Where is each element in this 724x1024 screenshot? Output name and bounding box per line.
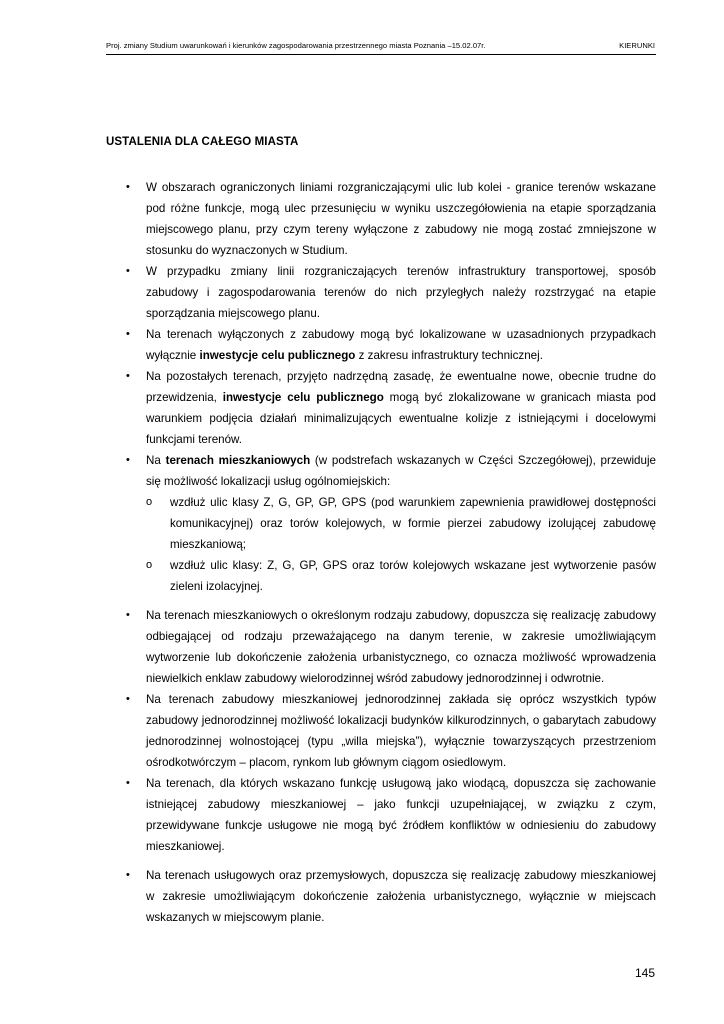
list-item: [126, 865, 656, 928]
list-item-text: Na: [146, 454, 166, 467]
list-item-text: Na terenach zabudowy mieszkaniowej jednorodzinnej zakłada się oprócz wszystkich typów zabudowy jednorodzinnej możliwość lokalizacji budynków kilkurodzinnych, o gabarytach zabudowy jednorodzinnej wolnostojącej (typu „willa miejska”), wyłącznie towarzyszących przestrzeniom ośrodkotwórczym – placom, rynkom lub głównym ciągom osiedlowym.: [146, 693, 656, 769]
bullet-icon: •: [126, 265, 130, 277]
emphasis-text: inwestycje celu publicznego: [199, 349, 356, 362]
list-item: [126, 689, 656, 773]
list-item: [126, 366, 656, 450]
list-item-text: Na terenach mieszkaniowych o określonym rodzaju zabudowy, dopuszcza się realizację zabudowy odbiegającej od rodzaju przeważającego na danym terenie, w zakresie umożliwiającym wytworzenie lub dokończenie założenia urbanistycznego, co oznacza możliwość wprowadzenia niewielkich enklaw zabudowy wielorodzinnej wśród zabudowy jednorodzinnej i odwrotnie.: [146, 609, 656, 685]
bullet-list: [126, 177, 656, 928]
list-item-text: W przypadku zmiany linii rozgraniczających terenów infrastruktury transportowej, sposób zabudowy i zagospodarowania terenów do nich przyległych należy rozstrzygać na etapie sporządzania miejscowego planu.: [146, 265, 656, 320]
list-item-text: W obszarach ograniczonych liniami rozgraniczającymi ulic lub kolei - granice terenów wskazane pod różne funkcje, mogą ulec przesunięciu w wyniku uszczegółowienia na etapie sporządzania miejscowego planu, przy czym tereny wyłączone z zabudowy nie mogą zostać zmniejszone w stosunku do wyznaczonych w Studium.: [146, 181, 656, 257]
list-item-text: (w podstrefach wskazanych w Części Szczegółowej), przewiduje się możliwość lokalizacji usług ogólnomiejskich:: [146, 454, 656, 488]
sub-bullet-icon: o: [146, 496, 153, 508]
bullet-icon: •: [126, 328, 130, 340]
list-item-text: Na terenach wyłączonych z zabudowy mogą być lokalizowane w uzasadnionych przypadkach wyłącznie: [146, 328, 656, 362]
list-item-text: Na terenach, dla których wskazano funkcję usługową jako wiodącą, dopuszcza się zachowanie istniejącej zabudowy mieszkaniowej – jako funkcji uzupełniającej, w związku z czym, przewidywane funkcje usługowe nie mogą być źródłem konfliktów w odniesieniu do zabudowy mieszkaniowej.: [146, 777, 656, 853]
bullet-icon: •: [126, 370, 130, 382]
bullet-icon: •: [126, 693, 130, 705]
list-item: [126, 177, 656, 261]
list-item-text: Na terenach usługowych oraz przemysłowych, dopuszcza się realizację zabudowy mieszkaniowej w zakresie umożliwiającym dokończenie założenia urbanistycznego, wyłącznie w miejscach wskazanych w miejscowym planie.: [146, 869, 656, 924]
list-item: [126, 324, 656, 366]
list-item: [126, 450, 656, 492]
sub-bullet-icon: o: [146, 559, 153, 571]
bullet-icon: •: [126, 454, 130, 466]
bullet-icon: •: [126, 181, 130, 193]
sub-list-item-text: wzdłuż ulic klasy: Z, G, GP, GPS oraz torów kolejowych wskazane jest wytworzenie pasów zieleni izolacyjnej.: [170, 559, 656, 593]
page-number: 145: [634, 966, 655, 980]
sub-list-item-text: wzdłuż ulic klasy Z, G, GP, GP, GPS (pod warunkiem zapewnienia prawidłowej dostępności komunikacyjnej) oraz torów kolejowych, w formie pierzei zabudowy izolującej zabudowę mieszkaniową;: [170, 496, 656, 551]
list-item: [126, 773, 656, 857]
sub-list-item: [146, 555, 656, 597]
list-item: [126, 605, 656, 689]
section-title: USTALENIA DLA CAŁEGO MIASTA: [106, 136, 299, 148]
list-item-text: Na pozostałych terenach, przyjęto nadrzędną zasadę, że ewentualne nowe, obecnie trudne do przewidzenia,: [146, 370, 656, 404]
header-document-title: Proj. zmiany Studium uwarunkowań i kierunków zagospodarowania przestrzennego miasta Poznania –15.02.07r.: [106, 41, 486, 50]
emphasis-text: inwestycje celu publicznego: [222, 391, 384, 404]
bullet-icon: •: [126, 869, 130, 881]
bullet-icon: •: [126, 609, 130, 621]
header-section-label: KIERUNKI: [619, 41, 655, 50]
list-item-text: z zakresu infrastruktury technicznej.: [355, 349, 543, 362]
emphasis-text: terenach mieszkaniowych: [165, 454, 311, 467]
list-item: [126, 261, 656, 324]
page-header: [106, 40, 656, 55]
bullet-icon: •: [126, 777, 130, 789]
sub-list-item: [146, 492, 656, 555]
list-item-text: mogą być zlokalizowane w granicach miasta pod warunkiem podjęcia działań minimalizujących ewentualne kolizje z istniejącymi i docelowymi funkcjami terenów.: [146, 391, 656, 446]
